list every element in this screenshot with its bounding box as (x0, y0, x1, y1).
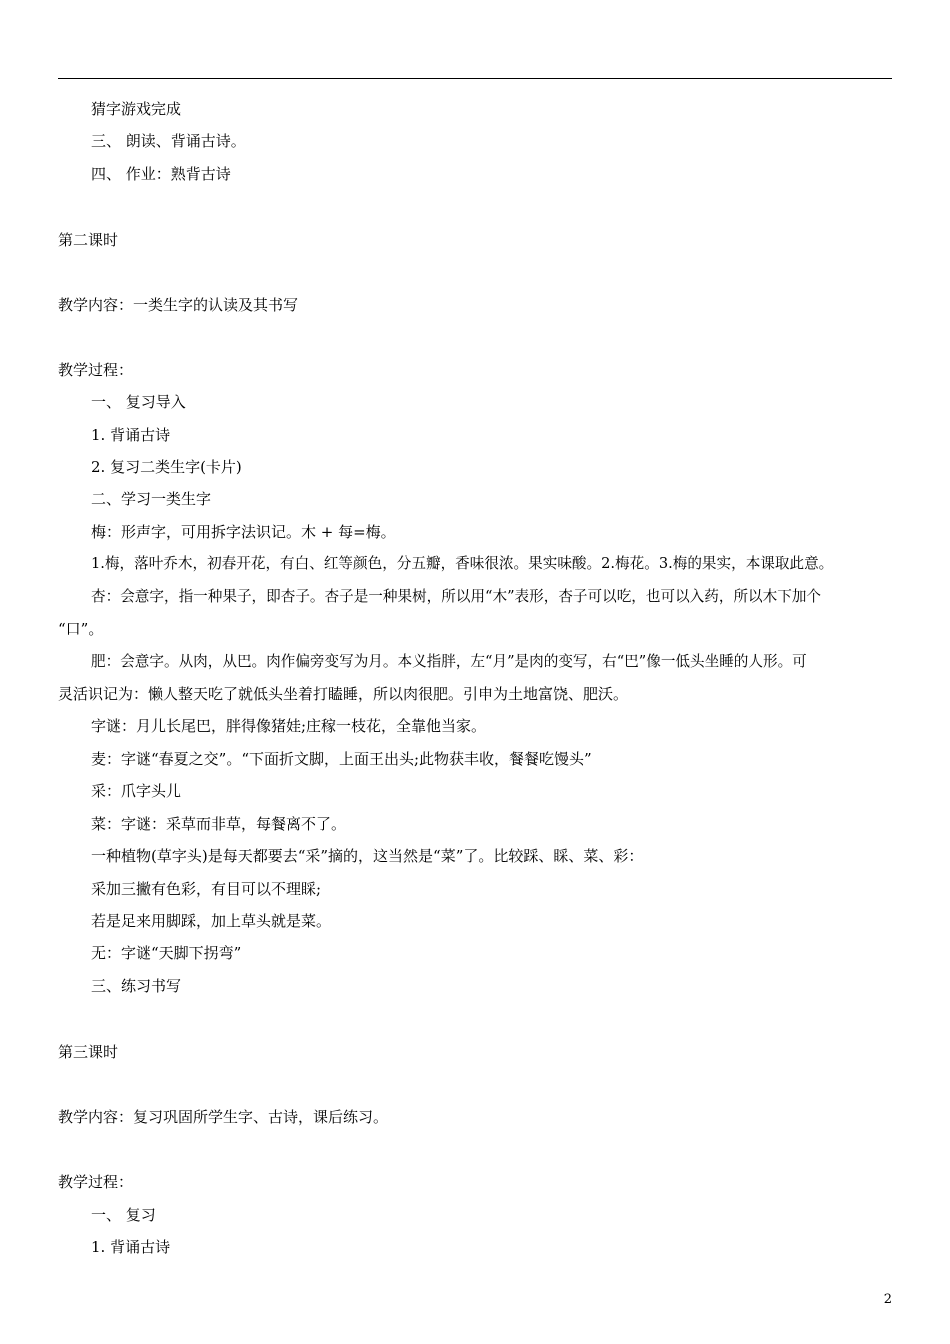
section-heading: 第三课时 (58, 1043, 119, 1061)
text-line: 梅：形声字，可用拆字法识记。木 + 每=梅。 (91, 523, 396, 541)
text-line: 字谜：月儿长尾巴，胖得像猪娃;庄稼一枝花，全靠他当家。 (91, 717, 487, 735)
text-line: “口”。 (58, 620, 104, 638)
text-line: 肥：会意字。从肉，从巴。肉作偏旁变写为月。本义指胖，左“月”是肉的变写，右“巴”像一低头坐睡的人形。可 (91, 653, 807, 670)
text-line: 若是足来用脚踩，加上草头就是菜。 (91, 912, 332, 930)
text-line: 四、 作业：熟背古诗 (91, 165, 231, 183)
text-line: 三、练习书写 (91, 977, 182, 995)
text-line: 一种植物(草字头)是每天都要去“采”摘的，这当然是“菜”了。比较踩、睬、菜、彩： (91, 847, 644, 865)
text-line: 灵活识记为：懒人整天吃了就低头坐着打瞌睡，所以肉很肥。引申为土地富饶、肥沃。 (58, 685, 629, 703)
text-line: 1.梅，落叶乔木，初春开花，有白、红等颜色，分五瓣，香味很浓。果实味酸。2.梅花。3.梅的果实，本课取此意。 (91, 555, 834, 572)
text-line: 三、 朗读、背诵古诗。 (91, 132, 246, 150)
text-line: 教学过程： (58, 1173, 134, 1191)
text-line: 猜字游戏完成 (91, 100, 182, 118)
text-line: 1. 背诵古诗 (91, 426, 171, 444)
text-line: 杏：会意字，指一种果子，即杏子。杏子是一种果树，所以用“木”表形，杏子可以吃，也可以入药，所以木下加个 (91, 588, 822, 605)
text-line: 麦：字谜“春夏之交”。“下面折文脚，上面王出头;此物获丰收，餐餐吃馒头” (91, 750, 592, 768)
text-line: 采：爪字头儿 (91, 782, 182, 800)
text-line: 一、 复习导入 (91, 393, 186, 411)
page-number: 2 (883, 1292, 892, 1307)
text-line: 二、学习一类生字 (91, 490, 212, 508)
text-line: 采加三撇有色彩，有目可以不理睬; (91, 880, 322, 898)
text-line: 菜：字谜：采草而非草，每餐离不了。 (91, 815, 347, 833)
text-line: 1. 背诵古诗 (91, 1238, 171, 1256)
text-line: 2. 复习二类生字(卡片) (91, 458, 242, 476)
header-rule (58, 78, 892, 79)
text-line: 教学内容：一类生字的认读及其书写 (58, 296, 299, 314)
text-line: 无：字谜“天脚下拐弯” (91, 944, 242, 962)
text-line: 一、 复习 (91, 1206, 156, 1224)
section-heading: 第二课时 (58, 231, 119, 249)
text-line: 教学内容：复习巩固所学生字、古诗，课后练习。 (58, 1108, 389, 1126)
text-line: 教学过程： (58, 361, 134, 379)
